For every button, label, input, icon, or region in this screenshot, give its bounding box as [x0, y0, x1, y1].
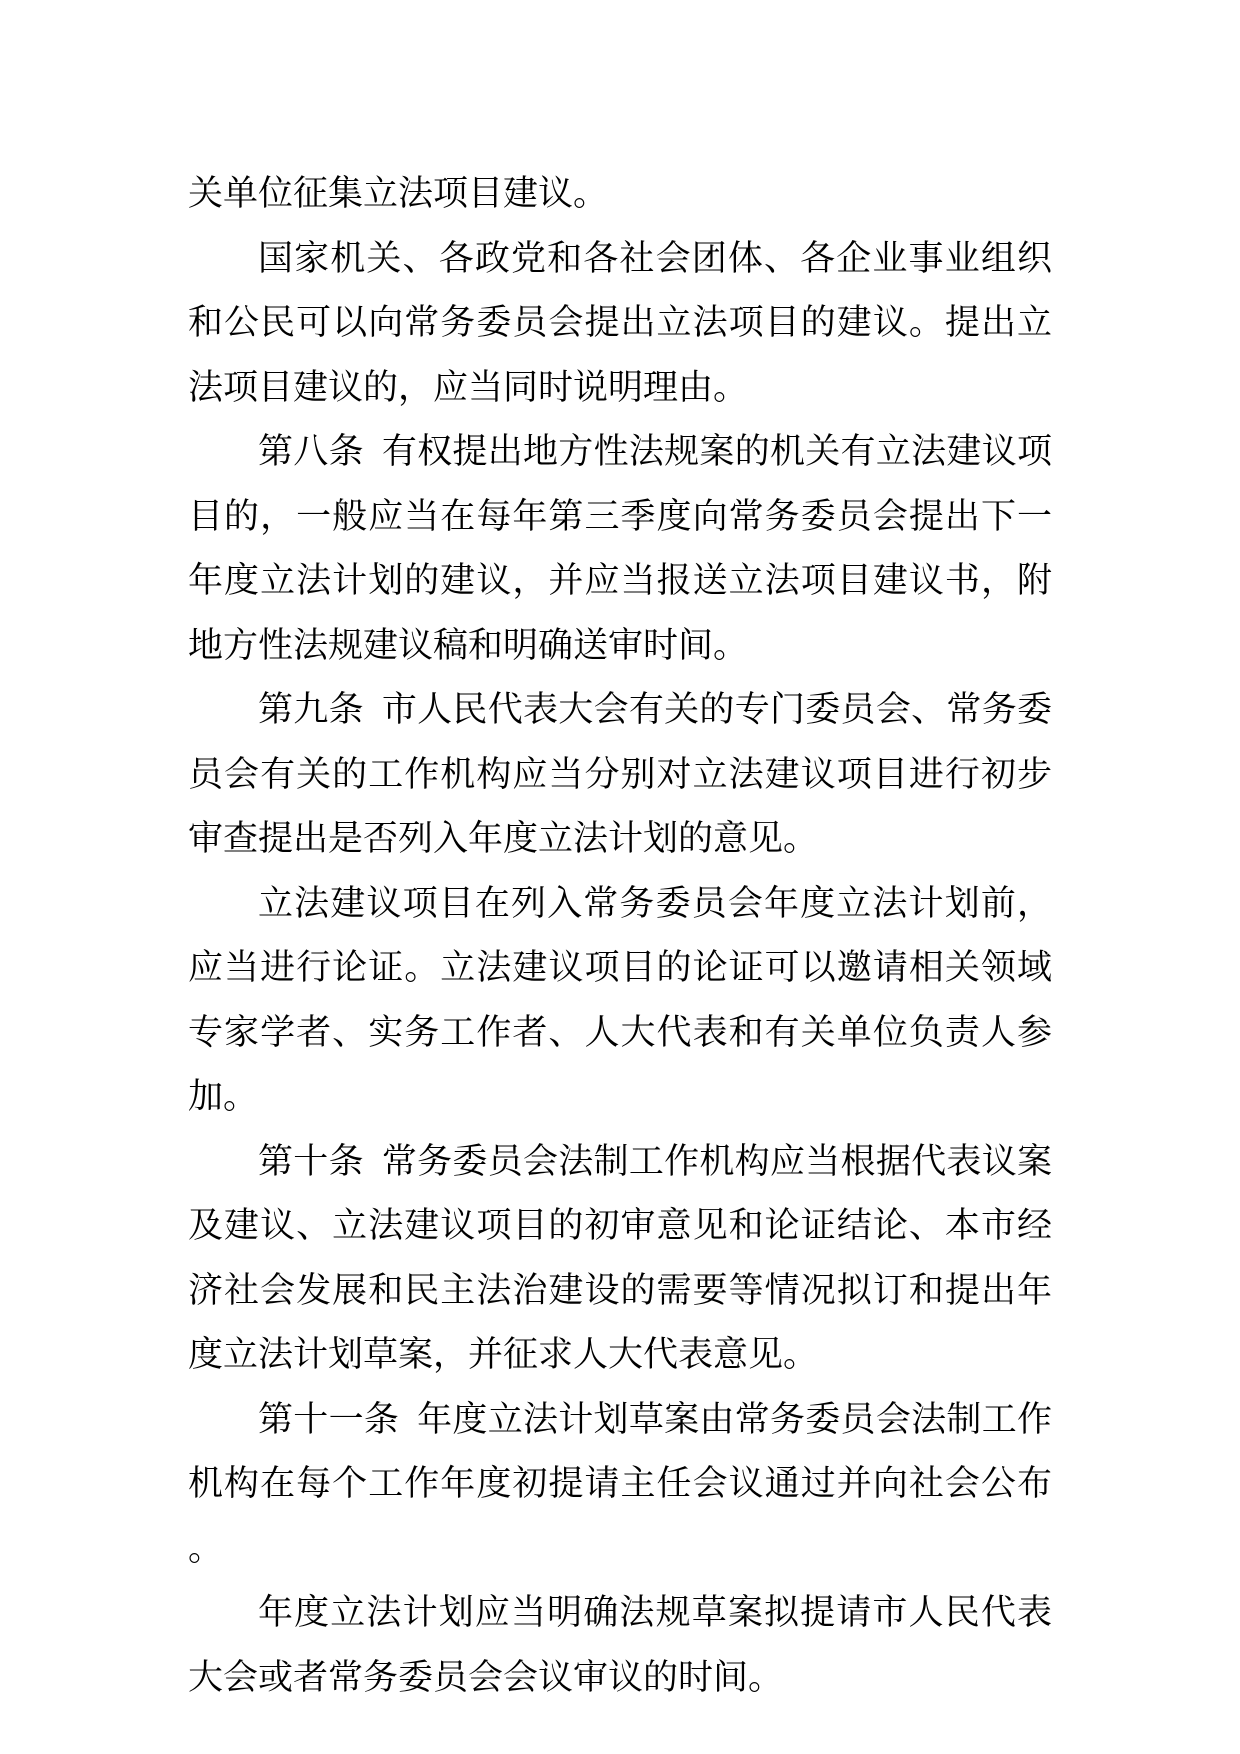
paragraph-text: 常务委员会法制工作机构应当根据代表议案及建议、立法建议项目的初审意见和论证结论、本市经济社会发展和民主法治建设的需要等情况拟订和提出年度立法计划草案，并征求人大代表意见。 [188, 1141, 1052, 1375]
paragraph [188, 678, 1052, 872]
article-number: 第九条 [258, 690, 364, 730]
article-number: 第八条 [258, 432, 364, 472]
paragraph [188, 1388, 1052, 1582]
paragraph-text: 有权提出地方性法规案的机关有立法建议项目的，一般应当在每年第三季度向常务委员会提出下一年度立法计划的建议，并应当报送立法项目建议书，附地方性法规建议稿和明确送审时间。 [188, 432, 1052, 666]
paragraph-text: 年度立法计划草案由常务委员会法制工作机构在每个工作年度初提请主任会议通过并向社会公布。 [188, 1399, 1052, 1569]
article-number: 第十一条 [258, 1399, 400, 1440]
paragraph-text: 市人民代表大会有关的专门委员会、常务委员会有关的工作机构应当分别对立法建议项目进行初步审查提出是否列入年度立法计划的意见。 [188, 690, 1052, 859]
paragraph [188, 227, 1052, 421]
article-number: 第十条 [258, 1141, 364, 1182]
paragraph [188, 872, 1052, 1130]
paragraph-text: 关单位征集立法项目建议。 [188, 174, 609, 214]
paragraph-text: 国家机关、各政党和各社会团体、各企业事业组织和公民可以向常务委员会提出立法项目的建议。提出立法项目建议的，应当同时说明理由。 [188, 238, 1052, 408]
body-text [188, 162, 1052, 1710]
paragraph-text: 立法建议项目在列入常务委员会年度立法计划前，应当进行论证。立法建议项目的论证可以邀请相关领域专家学者、实务工作者、人大代表和有关单位负责人参加。 [188, 883, 1052, 1117]
paragraph-text: 年度立法计划应当明确法规草案拟提请市人民代表大会或者常务委员会会议审议的时间。 [188, 1593, 1052, 1698]
paragraph [188, 1130, 1052, 1388]
paragraph [188, 1581, 1052, 1710]
paragraph [188, 162, 1052, 227]
paragraph [188, 420, 1052, 678]
